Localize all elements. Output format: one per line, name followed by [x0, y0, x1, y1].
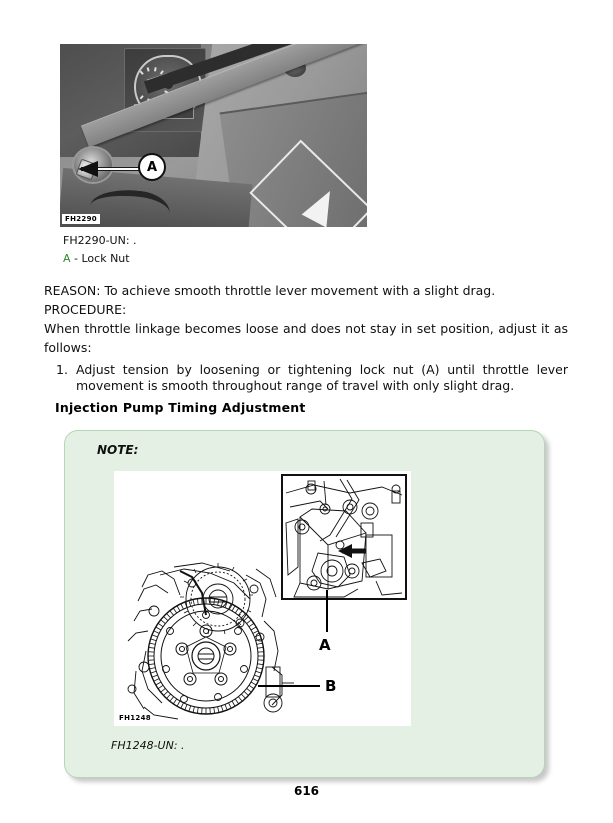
photo-image-tag: FH2290 [62, 214, 100, 224]
figure-throttle-linkage-photo [60, 44, 367, 227]
body-text-block [44, 281, 568, 394]
legend-text: Lock Nut [81, 252, 130, 265]
label-a: A [319, 636, 331, 654]
figure-injection-pump-drawing [114, 471, 411, 726]
section-heading: Injection Pump Timing Adjustment [55, 400, 306, 415]
leader-line-a [326, 590, 328, 632]
drawing-image-tag: FH1248 [119, 714, 151, 722]
note-callout-box [64, 430, 545, 778]
figure-bottom-caption-id: FH1248-UN: . [111, 739, 185, 752]
step-number: 1. [56, 362, 68, 377]
callout-arrow-icon [78, 161, 98, 177]
procedure-step-list [44, 362, 568, 394]
legend-separator: - [70, 252, 82, 265]
legend-key-a: A [63, 252, 71, 265]
step-text: Adjust tension by loosening or tightening lock nut (A) until throttle lever movement is smooth throughout range of travel with only slight drag. [76, 362, 568, 393]
figure-top-caption-id: FH2290-UN: . [63, 234, 137, 247]
leader-line-b [258, 685, 320, 687]
technical-line-drawing [114, 471, 411, 726]
page-number: 616 [293, 784, 320, 798]
photograph [60, 44, 367, 227]
note-label: NOTE: [97, 443, 139, 457]
callout-badge-a: A [138, 153, 166, 181]
reason-paragraph: REASON: To achieve smooth throttle lever movement with a slight drag. [44, 283, 496, 298]
intro-paragraph: When throttle linkage becomes loose and does not stay in set position, adjust it as follows: [44, 321, 568, 355]
label-b: B [325, 677, 337, 695]
figure-top-legend [63, 251, 130, 266]
procedure-paragraph: PROCEDURE: [44, 302, 127, 317]
list-item [44, 362, 568, 394]
